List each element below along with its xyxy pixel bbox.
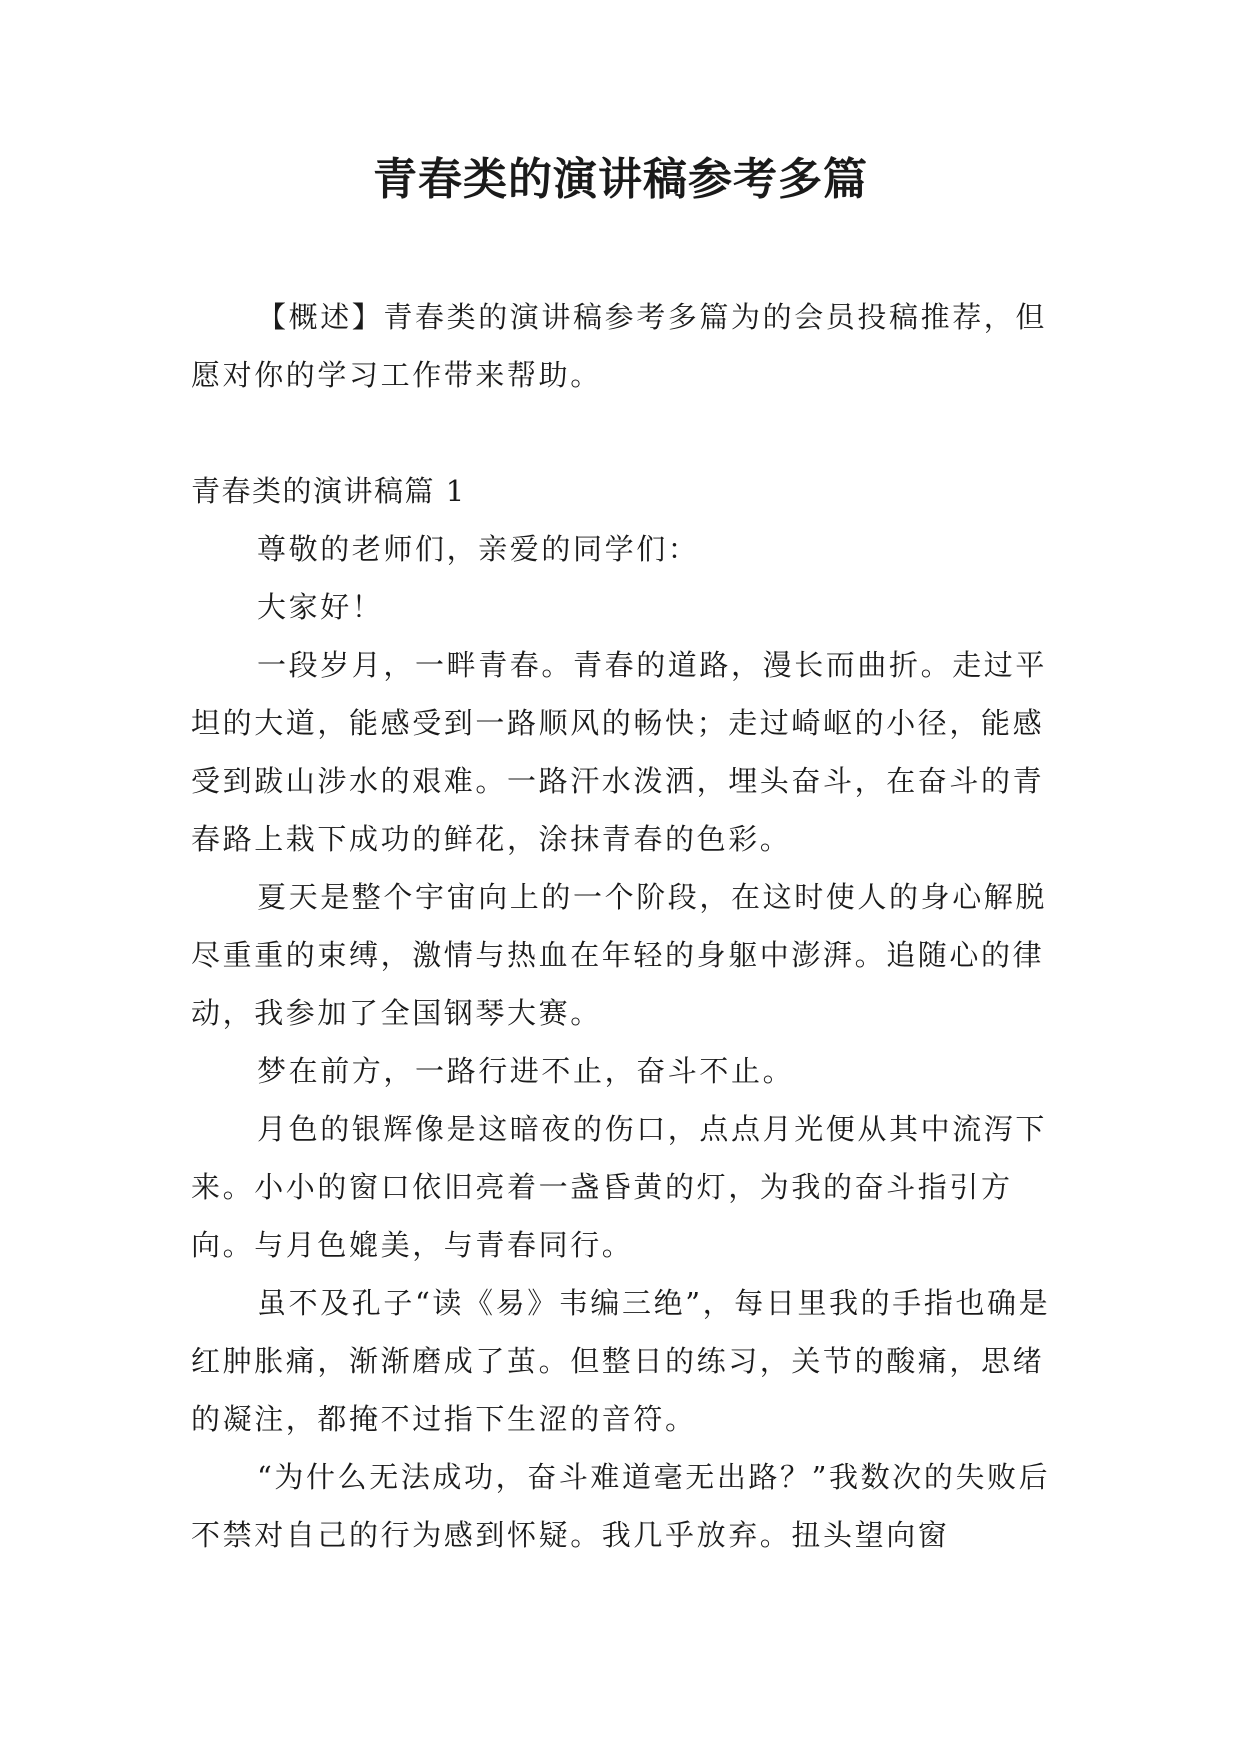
salutation-paragraph: 大家好！: [257, 590, 384, 624]
body-paragraph: 月色的银辉像是这暗夜的伤口，点点月光便从其中流泻下来。小小的窗口依旧亮着一盏昏黄的灯，为我的奋斗指引方向。与月色媲美，与青春同行。: [191, 1112, 1048, 1262]
speech-body: [191, 520, 1051, 1564]
body-paragraph: 夏天是整个宇宙向上的一个阶段，在这时使人的身心解脱尽重重的束缚，激情与热血在年轻的身躯中澎湃。追随心的律动，我参加了全国钢琴大赛。: [191, 880, 1048, 1030]
body-paragraph: 一段岁月，一畔青春。青春的道路，漫长而曲折。走过平坦的大道，能感受到一路顺风的畅快；走过崎岖的小径，能感受到跋山涉水的艰难。一路汗水泼洒，埋头奋斗，在奋斗的青春路上栽下成功的鲜花，涂抹青春的色彩。: [191, 648, 1048, 856]
section-heading: 青春类的演讲稿篇 1: [191, 474, 466, 508]
document-title: 青春类的演讲稿参考多篇: [373, 154, 868, 205]
summary-paragraph: 【概述】青春类的演讲稿参考多篇为的会员投稿推荐，但愿对你的学习工作带来帮助。: [191, 300, 1048, 392]
body-paragraph: “为什么无法成功，奋斗难道毫无出路？”我数次的失败后不禁对自己的行为感到怀疑。我几乎放弃。扭头望向窗: [191, 1460, 1051, 1552]
greeting-paragraph: 尊敬的老师们，亲爱的同学们：: [257, 532, 700, 566]
body-paragraph: 虽不及孔子“读《易》韦编三绝”，每日里我的手指也确是红肿胀痛，渐渐磨成了茧。但整日的练习，关节的酸痛，思绪的凝注，都掩不过指下生涩的音符。: [191, 1286, 1051, 1436]
body-paragraph: 梦在前方，一路行进不止，奋斗不止。: [257, 1054, 795, 1088]
